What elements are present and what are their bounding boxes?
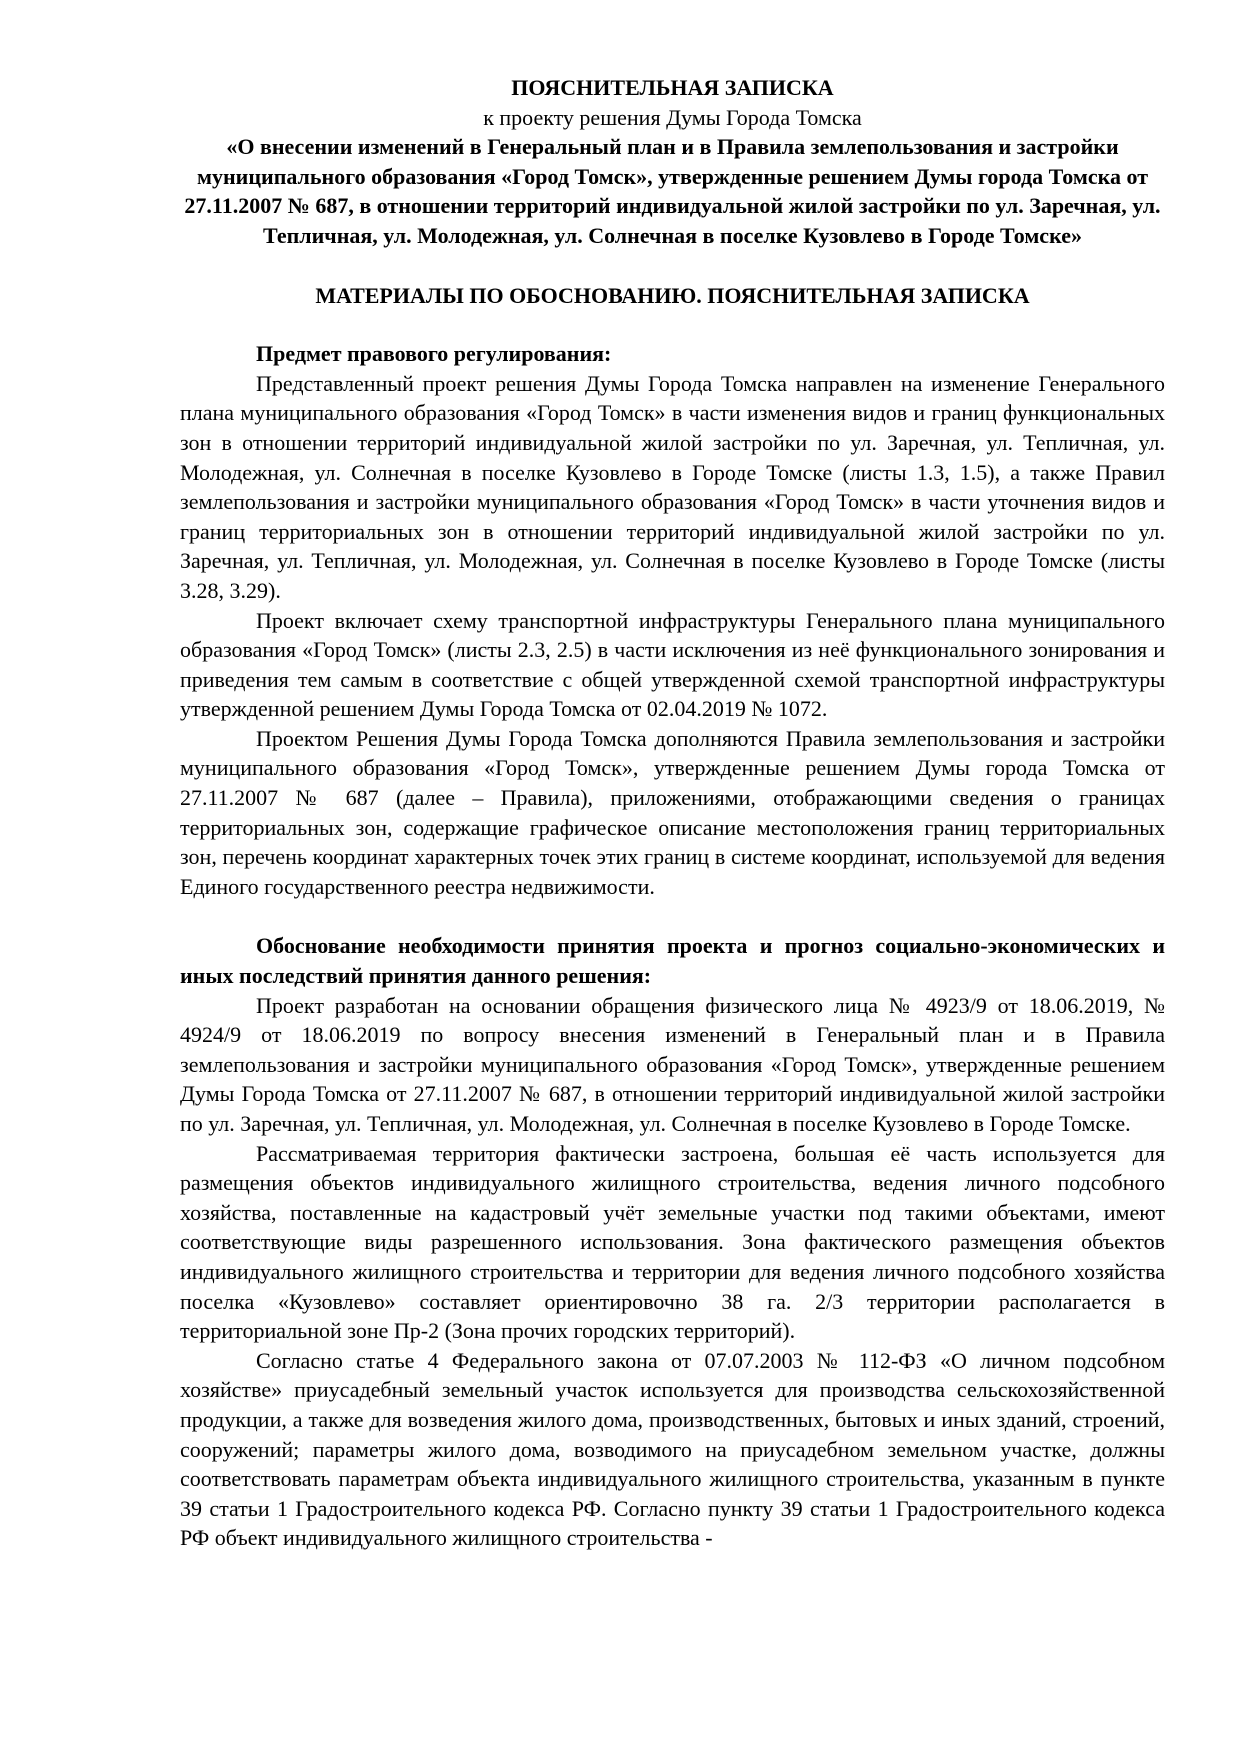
spacer — [180, 251, 1165, 281]
justification-paragraph: Проект разработан на основании обращения физического лица № 4923/9 от 18.06.2019, № 4924/9 от 18.06.2019 по вопросу внесения изменений в Генеральный план и в Правила землепользования и застройки муниципального образования «Город Томск», утвержденные решением Думы Города Томска от 27.11.2007 № 687, в отношении территорий индивидуальной жилой застройки по ул. Заречная, ул. Тепличная, ул. Молодежная, ул. Солнечная в поселке Кузовлево в Городе Томске. — [180, 992, 1165, 1136]
document-body — [180, 73, 1165, 1553]
subject-paragraph: Представленный проект решения Думы Города Томска направлен на изменение Генерального плана муниципального образования «Город Томск» в части изменения видов и границ функциональных зон в отношении территорий индивидуальной жилой застройки по ул. Заречная, ул. Тепличная, ул. Молодежная, ул. Солнечная в поселке Кузовлево в Городе Томске (листы 1.3, 1.5), а также Правил землепользования и застройки муниципального образования «Город Томск» в части уточнения видов и границ территориальных зон в отношении территорий индивидуальной жилой застройки по ул. Заречная, ул. Тепличная, ул. Молодежная, ул. Солнечная в поселке Кузовлево в Городе Томске (листы 3.28, 3.29). — [180, 370, 1165, 603]
document-subtitle: к проекту решения Думы Города Томска — [483, 104, 862, 130]
document-title: ПОЯСНИТЕЛЬНАЯ ЗАПИСКА — [511, 75, 834, 100]
subject-paragraph: Проект включает схему транспортной инфраструктуры Генерального плана муниципального образования «Город Томск» (листы 2.3, 2.5) в части исключения из неё функционального зонирования и приведения тем самым в соответствие с общей утвержденной схемой транспортной инфраструктуры утвержденной решением Думы Города Томска от 02.04.2019 № 1072. — [180, 607, 1165, 722]
justification-paragraph: Согласно статье 4 Федерального закона от 07.07.2003 № 112-ФЗ «О личном подсобном хозяйстве» приусадебный земельный участок используется для производства сельскохозяйственной продукции, а также для возведения жилого дома, производственных, бытовых и иных зданий, строений, сооружений; параметры жилого дома, возводимого на приусадебном земельном участке, должны соответствовать параметрам объекта индивидуального жилищного строительства, указанным в пункте 39 статьи 1 Градостроительного кодекса РФ. Согласно пункту 39 статьи 1 Градостроительного кодекса РФ объект индивидуального жилищного строительства - — [180, 1347, 1165, 1551]
subject-heading: Предмет правового регулирования: — [256, 341, 612, 367]
justification-heading: Обоснование необходимости принятия проекта и прогноз социально-экономических и иных последствий принятия данного решения: — [180, 933, 1165, 989]
decision-title: «О внесении изменений в Генеральный план и в Правила землепользования и застройки муниципального образования «Город Томск», утвержденные решением Думы города Томска от 27.11.2007 № 687, в отношении территорий индивидуальной жилой застройки по ул. Заречная, ул. Тепличная, ул. Молодежная, ул. Солнечная в поселке Кузовлево в Городе Томске» — [184, 134, 1161, 248]
section-title: МАТЕРИАЛЫ ПО ОБОСНОВАНИЮ. ПОЯСНИТЕЛЬНАЯ ЗАПИСКА — [315, 282, 1030, 308]
spacer — [180, 901, 1165, 931]
justification-paragraph: Рассматриваемая территория фактически застроена, большая её часть используется для размещения объектов индивидуального жилищного строительства, ведения личного подсобного хозяйства, поставленные на кадастровый учёт земельные участки под такими объектами, имеют соответствующие виды разрешенного использования. Зона фактического размещения объектов индивидуального жилищного строительства и территории для ведения личного подсобного хозяйства поселка «Кузовлево» составляет ориентировочно 38 га. 2/3 территории располагается в территориальной зоне Пр-2 (Зона прочих городских территорий). — [180, 1140, 1165, 1344]
spacer — [180, 310, 1165, 339]
subject-paragraph: Проектом Решения Думы Города Томска дополняются Правила землепользования и застройки муниципального образования «Город Томск», утвержденные решением Думы города Томска от 27.11.2007 № 687 (далее – Правила), приложениями, отображающими сведения о границах территориальных зон, содержащие графическое описание местоположения границ территориальных зон, перечень координат характерных точек этих границ в системе координат, используемой для ведения Единого государственного реестра недвижимости. — [180, 725, 1165, 899]
